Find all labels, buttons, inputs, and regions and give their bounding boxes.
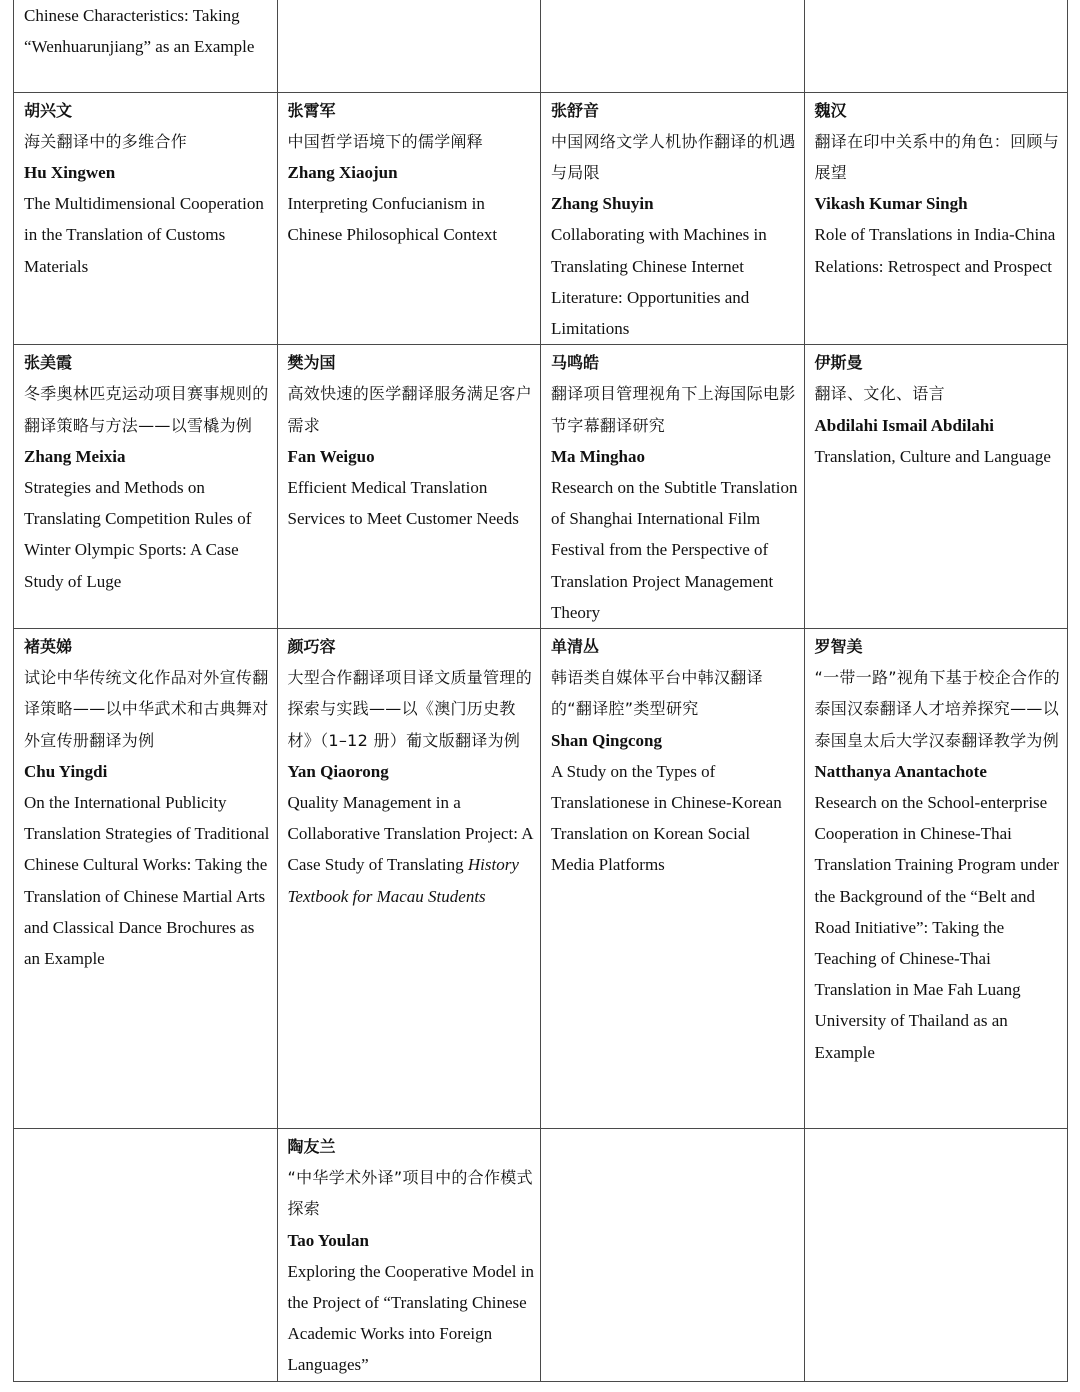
speaker-name-zh: 魏汉 [814, 100, 847, 120]
speaker-name-en: Fan Weiguo [287, 446, 375, 466]
speaker-name-en: Natthanya Anantachote [814, 761, 987, 781]
speaker-name-zh: 张舒音 [551, 100, 600, 120]
title-en: Role of Translations in India-China Relations: Retrospect and Prospect [814, 225, 1056, 276]
table-cell [804, 1128, 1068, 1381]
title-en: A Study on the Types of Translationese in Chinese-Korean Translation on Korean Social Media Platforms [551, 761, 782, 875]
table-cell [14, 345, 278, 629]
speaker-name-zh: 陶友兰 [287, 1136, 336, 1156]
speaker-name-en: Chu Yingdi [24, 761, 108, 781]
speaker-name-zh: 伊斯曼 [814, 353, 863, 373]
speaker-name-en: Tao Youlan [287, 1230, 369, 1250]
table-cell [541, 0, 805, 92]
title-en: Research on the Subtitle Translation of Shanghai International Film Festival from the Perspective of Translation Project Management Theory [551, 477, 798, 622]
title-en: Exploring the Cooperative Model in the Project of “Translating Chinese Academic Works into Foreign Languages” [287, 1261, 534, 1375]
speaker-name-zh: 张霄军 [287, 100, 336, 120]
speaker-name-zh: 颜巧容 [287, 636, 336, 656]
table-row [14, 628, 1068, 1128]
title-en: Chinese Characteristics: Taking “Wenhuarunjiang” as an Example [24, 6, 255, 57]
table-cell [541, 1128, 805, 1381]
table-cell [14, 92, 278, 345]
title-zh: 冬季奥林匹克运动项目赛事规则的翻译策略与方法——以雪橇为例 [24, 384, 269, 435]
title-en: Interpreting Confucianism in Chinese Philosophical Context [287, 194, 498, 245]
table-cell [277, 345, 541, 629]
title-en: Collaborating with Machines in Translating Chinese Internet Literature: Opportunities and Limitations [551, 225, 767, 338]
table-cell [277, 0, 541, 92]
table-cell [804, 0, 1068, 92]
book-title-italic: History Textbook for Macau Students [287, 855, 519, 906]
table-row [14, 1128, 1068, 1381]
speaker-table [13, 0, 1068, 1382]
table-cell [804, 345, 1068, 629]
table-cell [804, 628, 1068, 1128]
table-cell [14, 0, 278, 92]
table-cell [804, 92, 1068, 345]
title-zh: “一带一路”视角下基于校企合作的泰国汉泰翻译人才培养探究——以泰国皇太后大学汉泰翻译教学为例 [814, 668, 1060, 750]
speaker-name-zh: 樊为国 [287, 353, 336, 373]
title-zh: 韩语类自媒体平台中韩汉翻译的“翻译腔”类型研究 [551, 668, 763, 719]
table-row [14, 0, 1068, 92]
title-zh: 试论中华传统文化作品对外宣传翻译策略——以中华武术和古典舞对外宣传册翻译为例 [24, 668, 269, 750]
speaker-name-en: Yan Qiaorong [287, 761, 389, 781]
speaker-name-zh: 胡兴文 [24, 100, 73, 120]
speaker-name-en: Shan Qingcong [551, 730, 663, 750]
speaker-name-en: Hu Xingwen [24, 162, 116, 182]
title-en: The Multidimensional Cooperation in the Translation of Customs Materials [24, 194, 264, 276]
title-zh: 翻译项目管理视角下上海国际电影节字幕翻译研究 [551, 384, 796, 435]
title-zh: 中国哲学语境下的儒学阐释 [287, 131, 484, 151]
speaker-name-en: Abdilahi Ismail Abdilahi [814, 415, 995, 435]
speaker-name-zh: 罗智美 [814, 636, 863, 656]
speaker-name-en: Zhang Shuyin [551, 194, 654, 214]
title-en: Efficient Medical Translation Services to Meet Customer Needs [287, 477, 519, 529]
title-en-with-italic [288, 787, 535, 912]
title-en: Translation, Culture and Language [814, 446, 1051, 466]
speaker-name-en: Vikash Kumar Singh [814, 194, 968, 214]
speaker-name-en: Ma Minghao [551, 446, 645, 466]
speaker-name-zh: 马鸣皓 [551, 353, 600, 373]
table-cell [14, 628, 278, 1128]
title-en-roman: Quality Management in a Collaborative Translation Project: A Case Study of Translating [287, 792, 533, 875]
table-cell [541, 92, 805, 345]
table-cell [277, 92, 541, 345]
title-en: Strategies and Methods on Translating Competition Rules of Winter Olympic Sports: A Case Study of Luge [24, 477, 252, 591]
table-cell [277, 628, 541, 1128]
table-cell [541, 628, 805, 1128]
title-en: On the International Publicity Translation Strategies of Traditional Chinese Cultural Works: Taking the Translation of Chinese Martial Arts and Classical Dance Brochures as an Example [24, 792, 270, 968]
table-row [14, 92, 1068, 345]
table-row [14, 345, 1068, 629]
title-en: Research on the School-enterprise Cooperation in Chinese-Thai Translation Training Program under the Background of the “Belt and Road Initiative”: Taking the Teaching of Chinese-Thai Translation in Mae Fah Luang University of Thailand as an Example [814, 792, 1059, 1062]
table-cell [277, 1128, 541, 1381]
title-zh: 海关翻译中的多维合作 [24, 131, 188, 151]
table-cell [14, 1128, 278, 1381]
table-cell [541, 345, 805, 629]
speaker-name-en: Zhang Xiaojun [287, 162, 398, 182]
title-zh: 翻译在印中关系中的角色：回顾与展望 [814, 131, 1060, 182]
title-zh: 翻译、文化、语言 [814, 384, 945, 404]
speaker-name-zh: 褚英娣 [24, 636, 73, 656]
speaker-name-zh: 单清丛 [551, 636, 600, 656]
speaker-name-en: Zhang Meixia [24, 446, 126, 466]
title-zh: 中国网络文学人机协作翻译的机遇与局限 [551, 131, 796, 182]
title-zh: “中华学术外译”项目中的合作模式探索 [287, 1168, 533, 1219]
title-zh: 高效快速的医学翻译服务满足客户需求 [287, 384, 533, 435]
title-zh: 大型合作翻译项目译文质量管理的探索与实践——以《澳门历史教材》（1–12 册）葡文版翻译为例 [287, 668, 533, 750]
speaker-name-zh: 张美霞 [24, 353, 73, 373]
